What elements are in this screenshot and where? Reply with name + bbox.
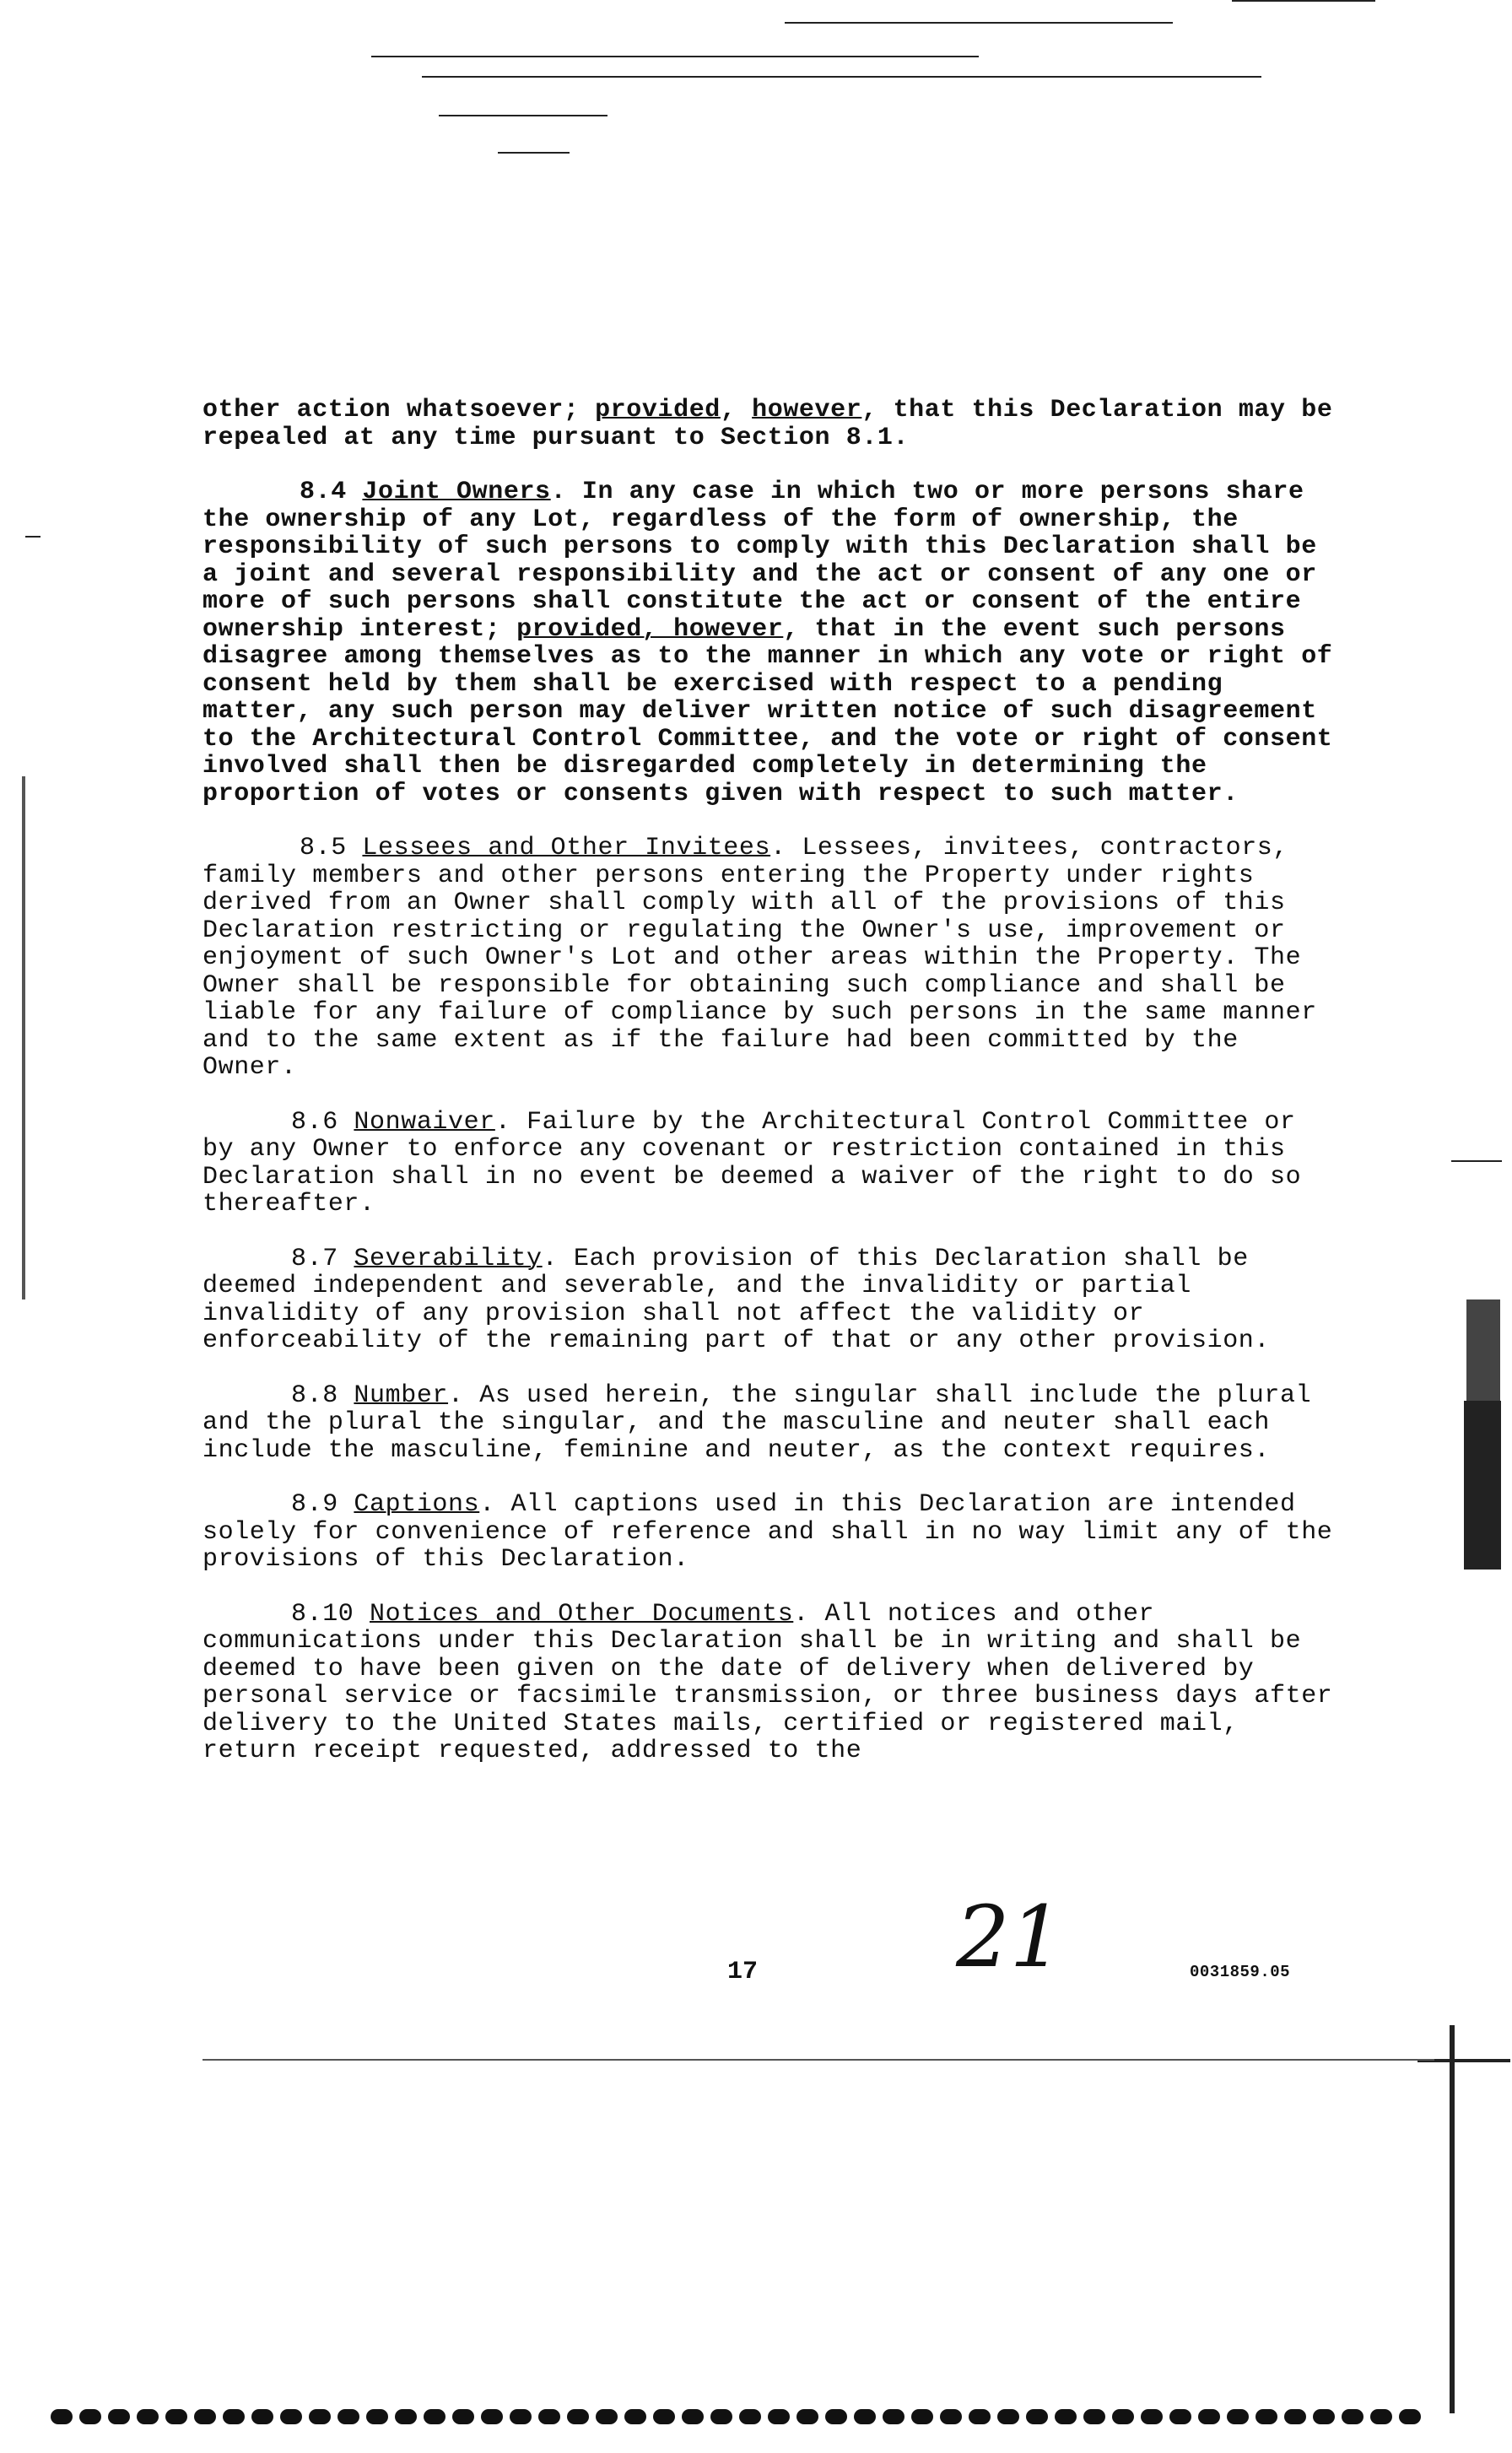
section-title: Nonwaiver	[354, 1107, 495, 1137]
section-8-7	[202, 1245, 1333, 1355]
scan-line	[1232, 0, 1375, 2]
scan-line	[422, 76, 1261, 78]
text: , that this Declaration may be repealed at any time pursuant to Section 8.1.	[202, 396, 1333, 452]
scan-edge	[22, 776, 25, 1299]
section-title: Lessees and Other Invitees	[362, 834, 771, 862]
scan-line	[25, 536, 40, 538]
handwritten-page-number	[949, 1886, 1076, 1987]
scan-edge	[1466, 1299, 1500, 1401]
section-body: . Failure by the Architectural Control Committee or by any Owner to enforce any covenant or restriction contained in this Declaration shall in no event be deemed a waiver of the right to do so thereafter.	[202, 1107, 1302, 1218]
scan-border-dots	[51, 2409, 1485, 2429]
paragraph-intro	[202, 397, 1333, 451]
scan-line	[498, 152, 570, 154]
scan-line	[439, 115, 608, 116]
section-number: 8.6	[291, 1107, 354, 1137]
document-code: 0031859.05	[1190, 1963, 1291, 1981]
scan-line	[202, 2059, 1434, 2061]
section-title: Notices and Other Documents	[370, 1599, 794, 1629]
scan-edge	[1464, 1401, 1501, 1570]
section-body: . Lessees, invitees, contractors, family members and other persons entering the Property under rights derived from an Owner shall comply with all of the provisions of this Declaration restricting or regulating the Owner's use, improvement or enjoyment of such Owner's Lot and other areas within the Property. The Owner shall be responsible for obtaining such compliance and shall be liable for any failure of compliance by such persons in the same manner and to the same extent as if the failure had been committed by the Owner.	[202, 834, 1317, 1082]
document-body	[202, 397, 1333, 1792]
section-8-6	[202, 1109, 1333, 1218]
scan-line	[785, 22, 1173, 24]
section-body: . All notices and other communications under this Declaration shall be in writing and shall be deemed to have been given on the date of delivery when delivered by personal service or facsimile transmission, or three business days after delivery to the United States mails, certified or registered mail, return receipt requested, addressed to the	[202, 1599, 1333, 1765]
section-body: . As used herein, the singular shall include the plural and the plural the singular, and the masculine and neuter shall each include the masculine, feminine and neuter, as the context requires.	[202, 1380, 1312, 1465]
section-8-4	[202, 478, 1333, 808]
section-8-10	[202, 1601, 1333, 1765]
section-number: 8.10	[291, 1599, 370, 1629]
scan-line	[371, 56, 979, 57]
scan-edge	[1450, 2025, 1455, 2413]
section-number: 8.7	[291, 1244, 354, 1273]
handwritten-page-text: 21	[956, 1888, 1064, 1986]
section-number: 8.5	[300, 834, 363, 862]
section-body: . In any case in which two or more persons share the ownership of any Lot, regardless of the form of ownership, the responsibility of such persons to comply with this Declaration shall be a joint and several responsibility and the act or consent of any one or more of such persons shall constitute the act or consent of the entire ownership interest;	[202, 478, 1317, 644]
section-body: . Each provision of this Declaration shall be deemed independent and severable, and the invalidity or partial invalidity of any provision shall not affect the validity or enforceability of the remaining part of that or any other provision.	[202, 1244, 1270, 1355]
text: other action whatsoever;	[202, 396, 596, 424]
section-number: 8.4	[300, 478, 363, 506]
emphasis-provided-however: provided, however	[516, 614, 784, 644]
scan-line	[1451, 1160, 1502, 1162]
text: ,	[720, 396, 753, 424]
section-title: Severability	[354, 1244, 543, 1273]
section-number: 8.9	[291, 1490, 354, 1519]
page-number: 17	[727, 1958, 759, 1986]
emphasis-however: however	[752, 396, 862, 424]
section-body: , that in the event such persons disagree among themselves as to the manner in which any vote or right of consent held by them shall be exercised with respect to a pending matter, any such person may deliver written notice of such disagreement to the Architectural Control Committee, and the vote or right of consent involved shall then be disregarded completely in determining the proportion of votes or consents given with respect to such matter.	[202, 614, 1333, 808]
section-title: Number	[354, 1380, 449, 1410]
section-number: 8.8	[291, 1380, 354, 1410]
section-body: . All captions used in this Declaration are intended solely for convenience of reference and shall in no way limit any of the provisions of this Declaration.	[202, 1490, 1333, 1574]
section-8-9	[202, 1491, 1333, 1574]
emphasis-provided: provided	[595, 396, 721, 424]
section-8-8	[202, 1382, 1333, 1465]
section-title: Joint Owners	[362, 478, 551, 506]
section-8-5	[202, 835, 1333, 1082]
section-title: Captions	[354, 1490, 480, 1519]
